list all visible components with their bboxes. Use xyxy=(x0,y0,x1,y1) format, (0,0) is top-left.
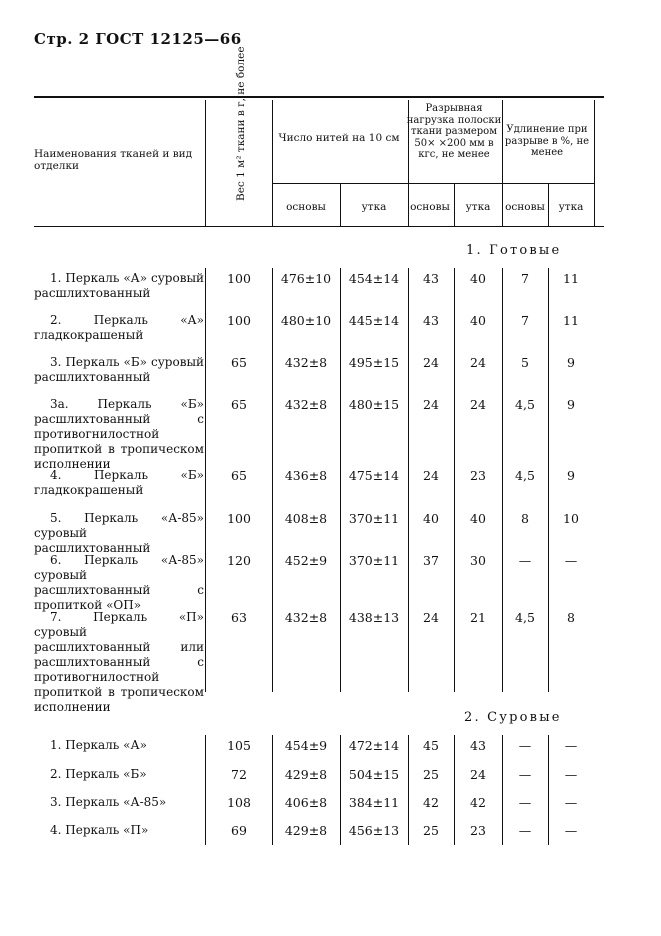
row-elong-warp: 5 xyxy=(521,355,529,370)
row-break-weft: 24 xyxy=(470,767,486,782)
row-elong-warp: — xyxy=(518,553,532,568)
row-elong-weft: 9 xyxy=(567,468,575,483)
row-threads-warp: 432±8 xyxy=(284,355,328,370)
row-weight: 105 xyxy=(227,738,251,753)
row-break-weft: 40 xyxy=(470,271,486,286)
header-breaking-load: Разрывная нагрузка полоски ткани размером 50× ×200 мм в кгс, не менее xyxy=(406,103,502,160)
row-threads-weft: 445±14 xyxy=(348,313,400,328)
row-break-weft: 24 xyxy=(470,355,486,370)
section-title-finished: 1. Готовые xyxy=(466,243,562,258)
row-threads-weft: 472±14 xyxy=(348,738,400,753)
row-elong-warp: 7 xyxy=(521,271,529,286)
row-break-warp: 24 xyxy=(423,610,439,625)
row-weight: 65 xyxy=(231,397,247,412)
row-threads-weft: 438±13 xyxy=(348,610,400,625)
row-weight: 72 xyxy=(231,767,247,782)
row-threads-warp: 452±9 xyxy=(284,553,328,568)
row-threads-weft: 454±14 xyxy=(348,271,400,286)
row-break-weft: 30 xyxy=(470,553,486,568)
row-threads-weft: 480±15 xyxy=(348,397,400,412)
row-weight: 65 xyxy=(231,355,247,370)
row-weight: 108 xyxy=(227,795,251,810)
row-elong-weft: 11 xyxy=(563,313,579,328)
row-break-weft: 24 xyxy=(470,397,486,412)
row-name: 7. Перкаль «П» суровый расшлихтованный или расшлихтованный с противогнилостной пропиткой в тропическом исполнении xyxy=(34,610,204,714)
page-header: Стр. 2 ГОСТ 12125—66 xyxy=(34,30,242,48)
row-break-warp: 25 xyxy=(423,823,439,838)
row-break-weft: 43 xyxy=(470,738,486,753)
row-threads-warp: 480±10 xyxy=(280,313,332,328)
row-break-warp: 42 xyxy=(423,795,439,810)
row-break-weft: 40 xyxy=(470,511,486,526)
row-name: 2. Перкаль «Б» xyxy=(50,767,147,781)
header-elongation-warp: основы xyxy=(505,201,545,213)
header-weight: Вес 1 м² ткани в г, не более xyxy=(235,46,247,201)
row-break-warp: 43 xyxy=(423,271,439,286)
row-threads-warp: 406±8 xyxy=(284,795,328,810)
header-elongation-weft: утка xyxy=(558,201,584,213)
header-vline xyxy=(205,100,206,226)
row-weight: 120 xyxy=(227,553,251,568)
row-weight: 100 xyxy=(227,313,251,328)
row-elong-weft: — xyxy=(564,823,578,838)
row-threads-warp: 436±8 xyxy=(284,468,328,483)
row-elong-weft: 9 xyxy=(567,397,575,412)
row-threads-weft: 504±15 xyxy=(348,767,400,782)
row-elong-warp: 4,5 xyxy=(515,610,535,625)
row-threads-weft: 370±11 xyxy=(348,553,400,568)
row-break-weft: 40 xyxy=(470,313,486,328)
row-elong-weft: — xyxy=(564,553,578,568)
row-break-weft: 23 xyxy=(470,468,486,483)
row-elong-weft: — xyxy=(564,767,578,782)
row-elong-weft: 9 xyxy=(567,355,575,370)
row-name: 5. Перкаль «А-85» суровый расшлихтованный xyxy=(34,511,204,555)
row-elong-warp: — xyxy=(518,823,532,838)
header-vline xyxy=(594,100,595,226)
row-weight: 63 xyxy=(231,610,247,625)
header-breaking-weft: утка xyxy=(465,201,491,213)
row-elong-warp: — xyxy=(518,738,532,753)
row-name: 1. Перкаль «А» суровый расшлихтованный xyxy=(34,271,204,300)
row-name: 6. Перкаль «А-85» суровый расшлихтованный с пропиткой «ОП» xyxy=(34,553,204,612)
row-elong-warp: 4,5 xyxy=(515,397,535,412)
row-threads-warp: 432±8 xyxy=(284,397,328,412)
row-name: 3. Перкаль «А-85» xyxy=(50,795,167,809)
row-threads-warp: 429±8 xyxy=(284,823,328,838)
header-threads-weft: утка xyxy=(361,201,387,213)
row-elong-weft: 11 xyxy=(563,271,579,286)
row-elong-weft: — xyxy=(564,738,578,753)
row-threads-warp: 476±10 xyxy=(280,271,332,286)
header-bottom-rule xyxy=(34,226,604,227)
row-elong-warp: 7 xyxy=(521,313,529,328)
row-threads-warp: 454±9 xyxy=(284,738,328,753)
row-name: 4. Перкаль «П» xyxy=(50,823,149,837)
row-break-warp: 40 xyxy=(423,511,439,526)
header-name: Наименования тканей и вид отделки xyxy=(34,148,193,172)
row-elong-weft: 10 xyxy=(563,511,579,526)
row-weight: 100 xyxy=(227,511,251,526)
row-elong-warp: — xyxy=(518,767,532,782)
row-break-warp: 43 xyxy=(423,313,439,328)
row-threads-weft: 475±14 xyxy=(348,468,400,483)
row-name: 1. Перкаль «А» xyxy=(50,738,147,752)
row-break-warp: 45 xyxy=(423,738,439,753)
row-weight: 69 xyxy=(231,823,247,838)
row-break-warp: 24 xyxy=(423,355,439,370)
row-break-weft: 42 xyxy=(470,795,486,810)
row-threads-weft: 456±13 xyxy=(348,823,400,838)
row-threads-warp: 432±8 xyxy=(284,610,328,625)
row-break-weft: 23 xyxy=(470,823,486,838)
header-threads-warp: основы xyxy=(286,201,326,213)
row-name: 2. Перкаль «А» гладкокрашеный xyxy=(34,313,204,342)
row-elong-warp: 4,5 xyxy=(515,468,535,483)
row-threads-warp: 429±8 xyxy=(284,767,328,782)
row-name: 3. Перкаль «Б» суровый расшлихтованный xyxy=(34,355,204,384)
row-threads-weft: 384±11 xyxy=(348,795,400,810)
row-break-warp: 37 xyxy=(423,553,439,568)
row-threads-weft: 495±15 xyxy=(348,355,400,370)
row-elong-warp: 8 xyxy=(521,511,529,526)
header-breaking-warp: основы xyxy=(410,201,450,213)
row-break-warp: 24 xyxy=(423,468,439,483)
row-name: 3а. Перкаль «Б» расшлихтованный с противогнилостной пропиткой в тропическом исполнении xyxy=(34,397,204,471)
row-elong-weft: — xyxy=(564,795,578,810)
row-elong-warp: — xyxy=(518,795,532,810)
row-name: 4. Перкаль «Б» гладкокрашеный xyxy=(34,468,204,497)
table-top-rule xyxy=(34,96,604,98)
row-weight: 100 xyxy=(227,271,251,286)
row-elong-weft: 8 xyxy=(567,610,575,625)
row-threads-warp: 408±8 xyxy=(284,511,328,526)
row-break-warp: 24 xyxy=(423,397,439,412)
row-weight: 65 xyxy=(231,468,247,483)
header-elongation: Удлинение при разрыве в %, не менее xyxy=(504,124,590,158)
section-title-raw: 2. Суровые xyxy=(464,710,562,725)
row-threads-weft: 370±11 xyxy=(348,511,400,526)
row-break-weft: 21 xyxy=(470,610,486,625)
header-threads: Число нитей на 10 см xyxy=(278,132,400,144)
header-subdivider-break xyxy=(408,183,502,184)
row-break-warp: 25 xyxy=(423,767,439,782)
